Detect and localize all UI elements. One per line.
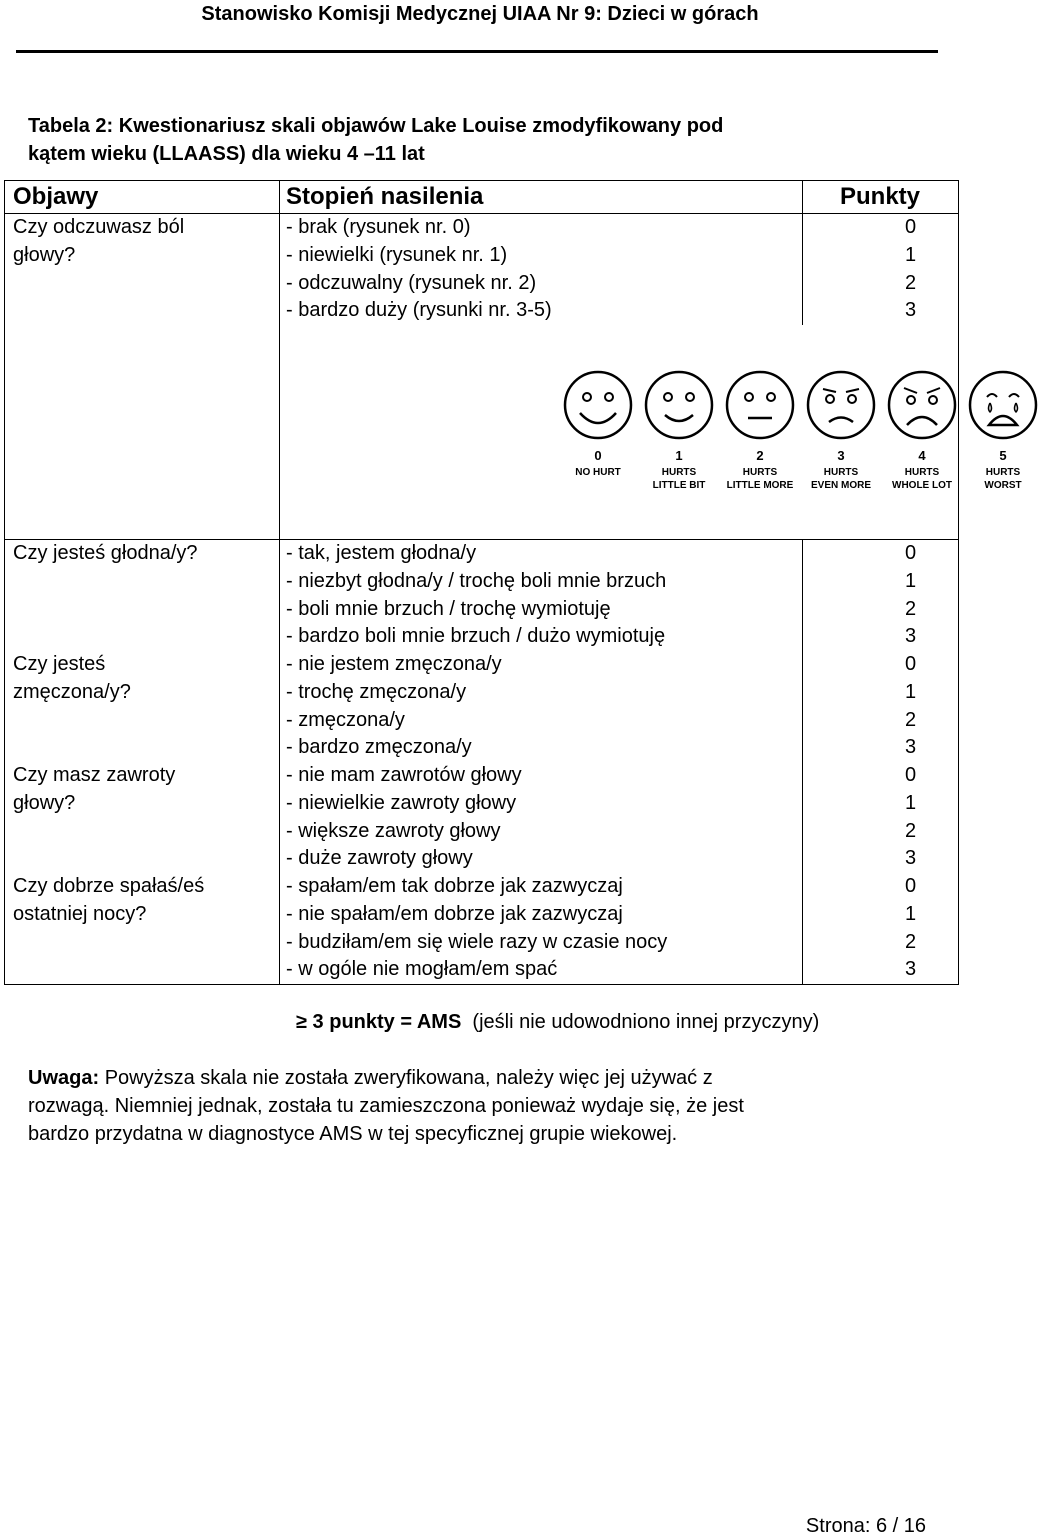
question-line: ostatniej nocy? (13, 902, 147, 925)
column-header-symptoms: Objawy (5, 181, 280, 214)
face-3-label: HURTS (823, 467, 859, 478)
symptom-score-table (4, 180, 1022, 985)
face-2-label: HURTS (742, 467, 778, 478)
answers-cell (280, 540, 803, 652)
point-value: 1 (904, 902, 917, 925)
face-3-label: EVEN MORE (810, 480, 872, 491)
answer-line: - zmęczona/y (286, 708, 405, 731)
point-value: 2 (904, 271, 917, 294)
table-header-row (5, 181, 959, 214)
point-value: 1 (904, 791, 917, 814)
answers-cell (280, 214, 803, 326)
points-cell (803, 540, 959, 652)
point-value: 3 (904, 958, 917, 981)
face-1-icon (646, 372, 712, 438)
question-cell (5, 540, 280, 652)
face-2-number: 2 (756, 448, 764, 463)
answer-line: - niewielki (rysunek nr. 1) (286, 243, 508, 266)
question-cell (5, 873, 280, 985)
table-row (5, 214, 959, 326)
face-1-label: LITTLE BIT (652, 480, 706, 491)
face-0-icon (565, 372, 631, 438)
points-cell (803, 651, 959, 762)
question-line: głowy? (13, 791, 76, 814)
point-value: 3 (904, 625, 917, 648)
faces-cell (280, 325, 1022, 540)
points-cell (803, 214, 959, 326)
question-line: zmęczona/y? (13, 680, 131, 703)
point-value: 0 (904, 764, 917, 786)
face-4-label: WHOLE LOT (892, 480, 952, 491)
answers-cell (280, 873, 803, 985)
answer-line: - bardzo boli mnie brzuch / dużo wymiotuję (286, 625, 666, 648)
question-line: Czy jesteś głodna/y? (13, 542, 198, 564)
note-line: rozwagą. Niemniej jednak, została tu zamieszczona ponieważ wydaje się, że jest (28, 1095, 744, 1117)
note-line: Powyższa skala nie została zweryfikowana, należy więc jej używać z (104, 1067, 713, 1089)
points-cell (803, 873, 959, 985)
point-value: 0 (904, 542, 917, 564)
answer-line: - trochę zmęczona/y (286, 680, 467, 703)
answer-line: - nie spałam/em dobrze jak zazwyczaj (286, 902, 623, 925)
ams-threshold-note: (jeśli nie udowodniono innej przyczyny) (472, 1011, 820, 1033)
question-cell (5, 214, 280, 540)
pain-faces-scale (560, 365, 1040, 505)
table-row (5, 873, 959, 985)
ams-threshold-summary (296, 1008, 819, 1036)
point-value: 1 (904, 243, 917, 266)
greater-equal-symbol: ≥ (296, 1011, 307, 1033)
point-value: 2 (904, 708, 917, 731)
point-value: 1 (904, 680, 917, 703)
answer-line: - niewielkie zawroty głowy (286, 791, 517, 814)
answer-line: - budziłam/em się wiele razy w czasie nocy (286, 930, 668, 953)
answers-cell (280, 762, 803, 873)
point-value: 0 (904, 653, 917, 675)
face-3-number: 3 (837, 448, 845, 463)
question-cell (5, 651, 280, 762)
answer-line: - nie jestem zmęczona/y (286, 653, 502, 675)
face-2-icon (727, 372, 793, 438)
answer-line: - większe zawroty głowy (286, 819, 501, 842)
note-label: Uwaga: (28, 1067, 100, 1089)
point-value: 2 (904, 597, 917, 620)
answer-line: - odczuwalny (rysunek nr. 2) (286, 271, 537, 294)
header-divider (16, 50, 938, 53)
question-line: Czy dobrze spałaś/eś (13, 875, 205, 897)
face-5-icon (970, 372, 1036, 438)
answer-line: - w ogóle nie mogłam/em spać (286, 958, 558, 981)
answers-cell (280, 651, 803, 762)
points-cell (803, 762, 959, 873)
table-row (5, 762, 959, 873)
face-1-number: 1 (675, 448, 683, 463)
point-value: 2 (904, 819, 917, 842)
point-value: 0 (904, 875, 917, 897)
warning-note (28, 1064, 928, 1148)
document-header-title: Stanowisko Komisji Medycznej UIAA Nr 9: Dzieci w górach (201, 3, 759, 25)
face-5-label: WORST (984, 480, 1022, 491)
answer-line: - bardzo zmęczona/y (286, 736, 472, 759)
face-4-icon (889, 372, 955, 438)
answer-line: - niezbyt głodna/y / trochę boli mnie brzuch (286, 569, 667, 592)
table-row (5, 540, 959, 652)
answer-line: - tak, jestem głodna/y (286, 542, 477, 564)
face-0-label: NO HURT (575, 467, 621, 478)
column-header-severity: Stopień nasilenia (280, 181, 803, 214)
answer-line: - bardzo duży (rysunki nr. 3-5) (286, 299, 552, 322)
answer-line: - brak (rysunek nr. 0) (286, 216, 471, 238)
table-caption (28, 112, 928, 168)
point-value: 1 (904, 569, 917, 592)
column-header-points: Punkty (803, 181, 959, 214)
question-line: Czy jesteś (13, 653, 106, 675)
note-line: bardzo przydatna w diagnostyce AMS w tej specyficznej grupie wiekowej. (28, 1123, 678, 1145)
ams-threshold-text: 3 punkty = AMS (312, 1011, 462, 1033)
face-4-number: 4 (918, 448, 926, 463)
point-value: 3 (904, 736, 917, 759)
answer-line: - nie mam zawrotów głowy (286, 764, 522, 786)
point-value: 3 (904, 299, 917, 322)
face-2-label: LITTLE MORE (726, 480, 794, 491)
table-caption-line: kątem wieku (LLAASS) dla wieku 4 –11 lat (28, 143, 425, 165)
face-3-icon (808, 372, 874, 438)
face-1-label: HURTS (661, 467, 697, 478)
face-5-number: 5 (999, 448, 1007, 463)
answer-line: - spałam/em tak dobrze jak zazwyczaj (286, 875, 623, 897)
page-number: Strona: 6 / 16 (805, 1515, 926, 1537)
point-value: 2 (904, 930, 917, 953)
point-value: 0 (904, 216, 917, 238)
answer-line: - duże zawroty głowy (286, 847, 473, 870)
point-value: 3 (904, 847, 917, 870)
face-0-number: 0 (594, 448, 602, 463)
question-cell (5, 762, 280, 873)
question-line: Czy masz zawroty (13, 764, 176, 786)
question-line: głowy? (13, 243, 76, 266)
face-5-label: HURTS (985, 467, 1021, 478)
face-4-label: HURTS (904, 467, 940, 478)
question-line: Czy odczuwasz ból (13, 216, 185, 238)
table-caption-line: Tabela 2: Kwestionariusz skali objawów Lake Louise zmodyfikowany pod (28, 115, 724, 137)
table-row (5, 651, 959, 762)
answer-line: - boli mnie brzuch / trochę wymiotuję (286, 597, 611, 620)
